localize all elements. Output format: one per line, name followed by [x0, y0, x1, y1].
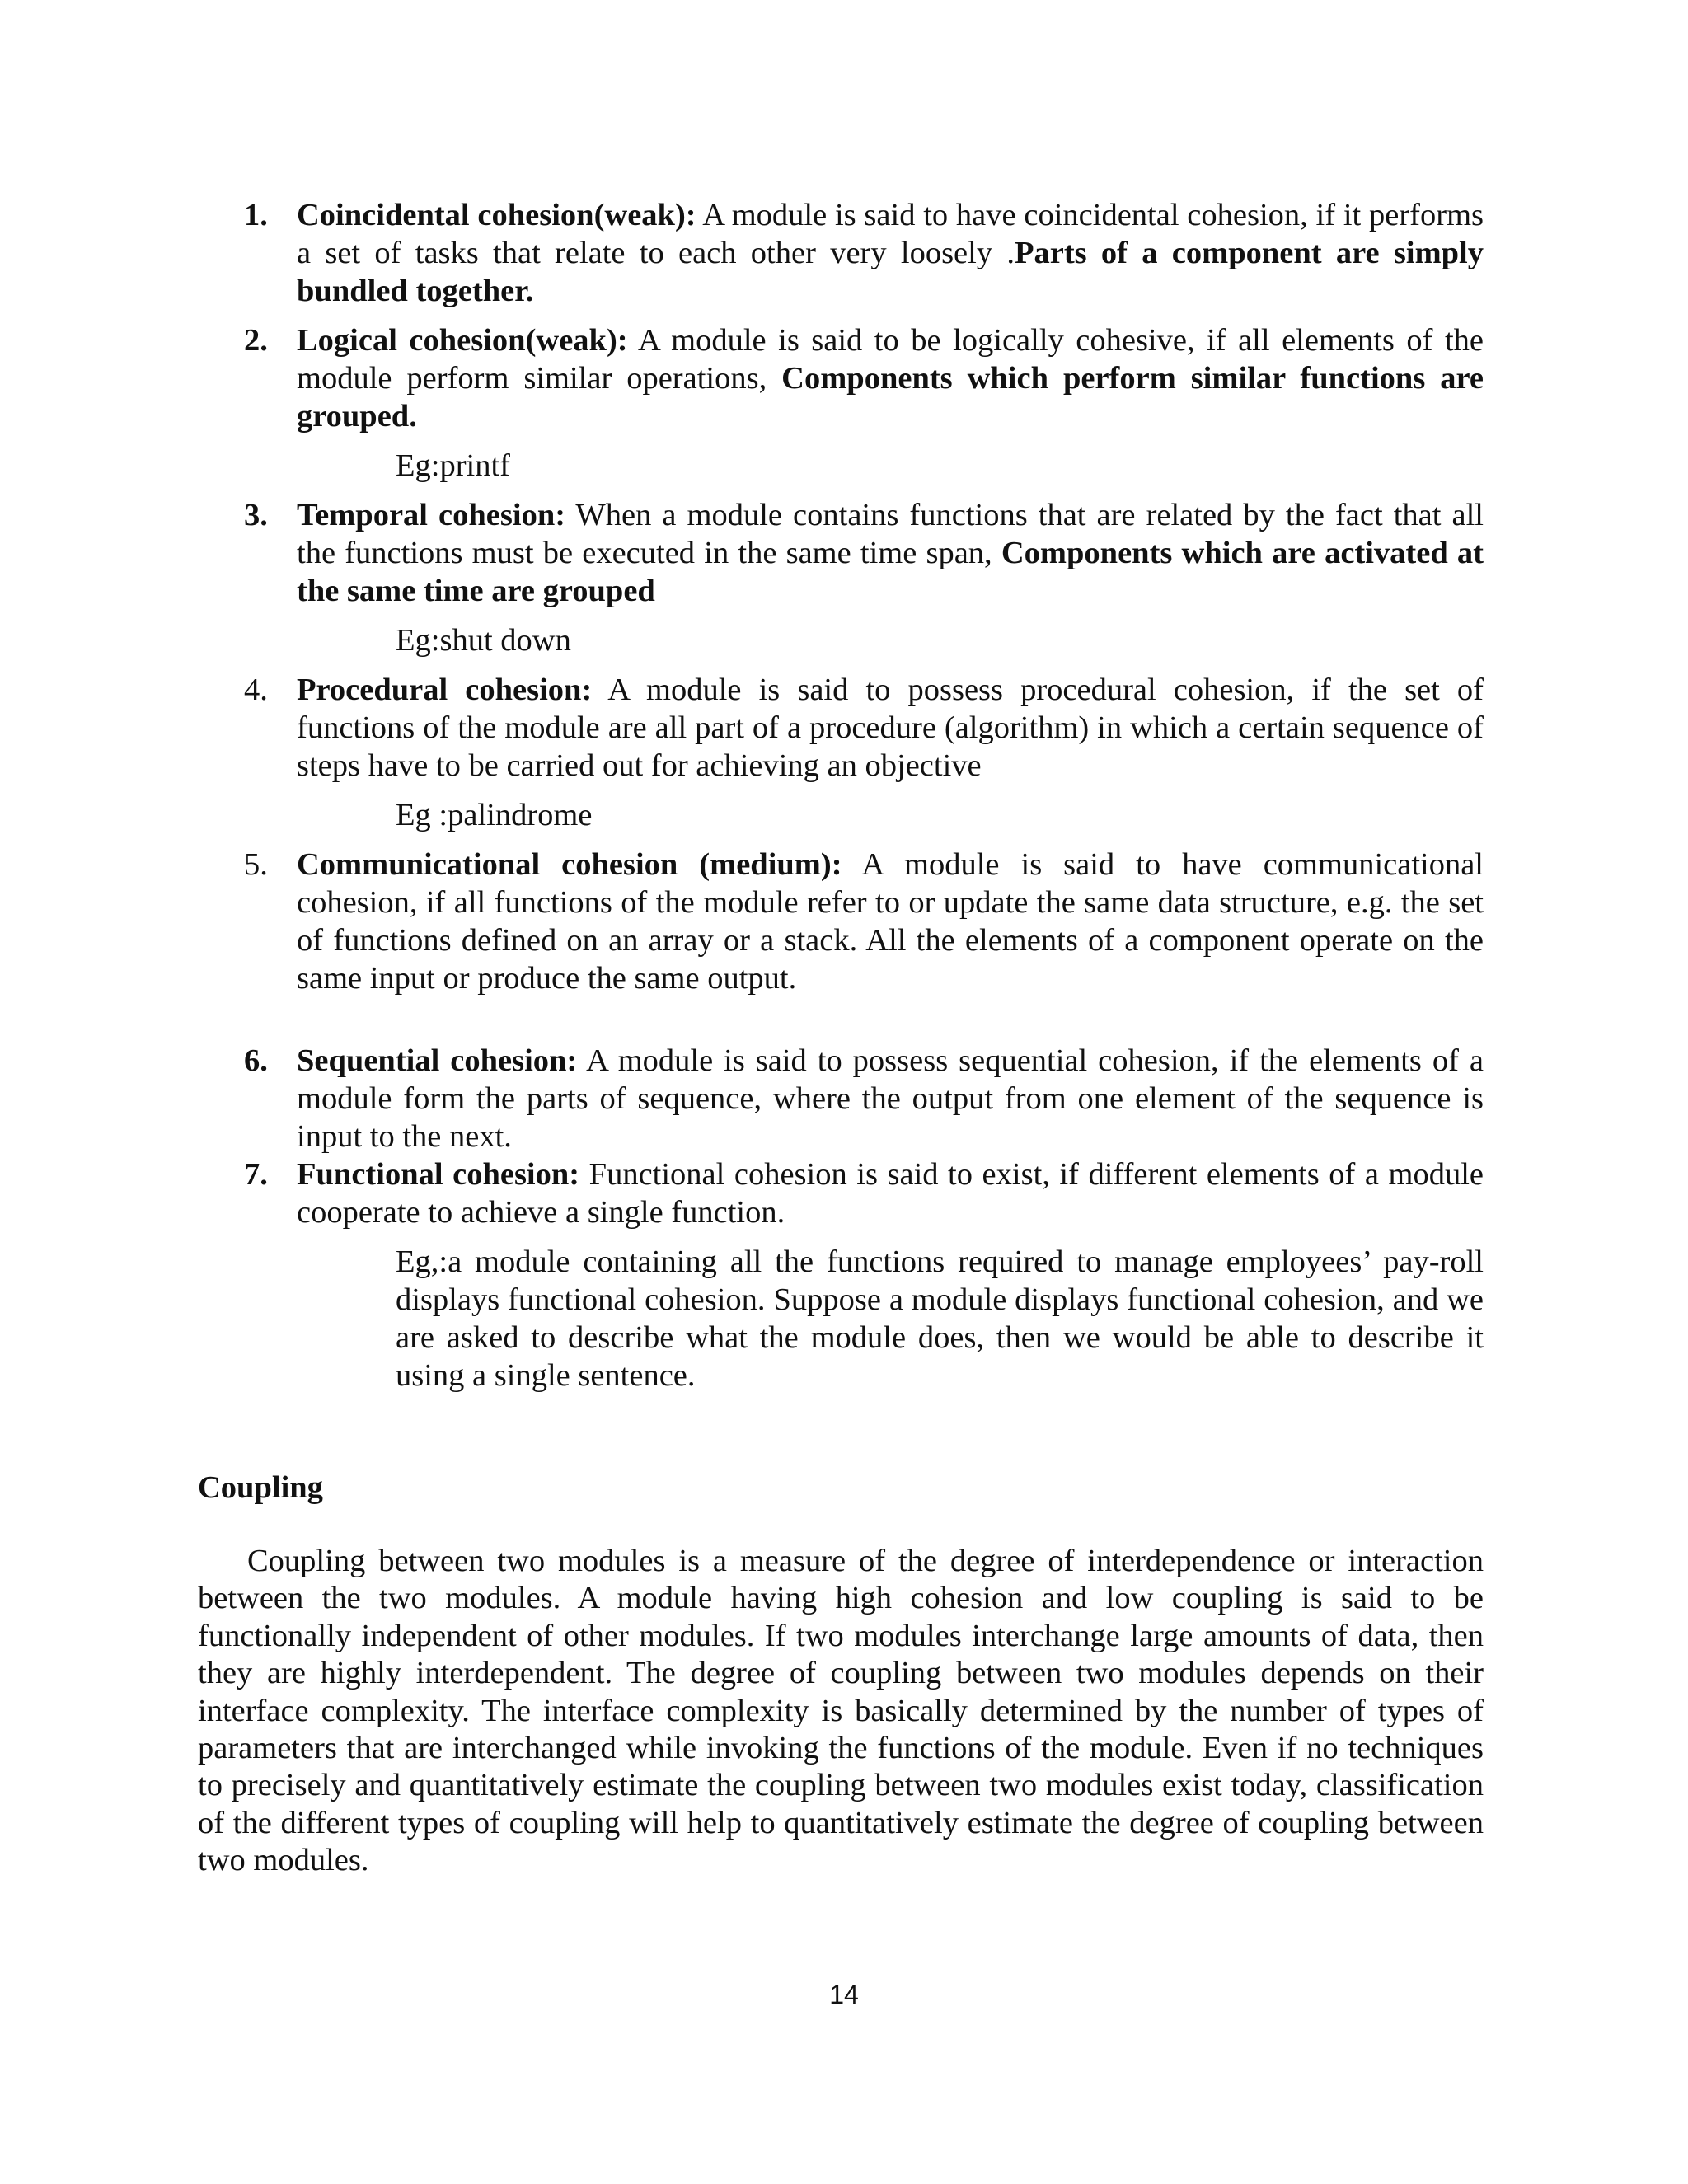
item-number: 3.	[244, 498, 268, 532]
item-text: A module is said to possess sequential cohesion, if the elements of a module form the parts of sequence, where the output from one element of the sequence is input to the next.	[297, 1043, 1484, 1154]
cohesion-types-list	[239, 196, 1484, 1406]
item-title: Sequential cohesion:	[297, 1043, 578, 1078]
section-heading: Coupling	[198, 1470, 323, 1505]
item-number: 5.	[244, 847, 268, 882]
coupling-paragraph: Coupling between two modules is a measure of the degree of interdependence or interaction between the two modules. A module having high cohesion and low coupling is said to be functionally independent of other modules. If two modules interchange large amounts of data, then they are highly interdependent. The degree of coupling between two modules depends on their interface complexity. The interface complexity is basically determined by the number of types of parameters that are interchanged while invoking the functions of the module. Even if no techniques to precisely and quantitatively estimate the coupling between two modules exist today, classification of the different types of coupling will help to quantitatively estimate the degree of coupling between two modules.	[198, 1544, 1484, 1878]
item-text: When a module contains functions that are related by the fact that all the functions must be executed in the same time span,	[297, 498, 1484, 570]
list-item	[239, 496, 1484, 610]
list-item	[239, 1042, 1484, 1155]
list-item	[239, 671, 1484, 785]
item-number: 4.	[244, 673, 268, 707]
item-text: A module is said to have coincidental cohesion, if it performs a set of tasks that relate to each other very loosely .	[297, 198, 1484, 270]
item-number: 2.	[244, 323, 268, 358]
list-item	[239, 1155, 1484, 1231]
example-text: Eg:printf	[396, 448, 510, 483]
example-text: Eg:shut down	[396, 623, 571, 658]
list-item	[239, 321, 1484, 435]
item-title: Procedural cohesion:	[297, 673, 593, 707]
example-text: Eg,:a module containing all the functions required to manage employees’ pay-roll displays functional cohesion. Suppose a module displays functional cohesion, and we are asked to describe what the module does, then we would be able to describe it using a single sentence.	[396, 1244, 1484, 1393]
item-text: A module is said to possess procedural cohesion, if the set of functions of the module are all part of a procedure (algorithm) in which a certain sequence of steps have to be carried out for achieving an objective	[297, 673, 1484, 783]
item-text: A module is said to have communicational cohesion, if all functions of the module refer to or update the same data structure, e.g. the set of functions defined on an array or a stack. All the elements of a component operate on the same input or produce the same output.	[297, 847, 1484, 996]
item-title: Functional cohesion:	[297, 1157, 580, 1192]
list-item	[239, 846, 1484, 997]
item-text: Functional cohesion is said to exist, if different elements of a module cooperate to achieve a single function.	[297, 1157, 1484, 1230]
item-number: 6.	[244, 1043, 268, 1078]
item-number: 1.	[244, 198, 268, 232]
item-title: Logical cohesion(weak):	[297, 323, 628, 358]
item-title: Communicational cohesion (medium):	[297, 847, 842, 882]
item-emphasis: Components which are activated at the same time are grouped	[297, 536, 1484, 608]
page-number: 14	[829, 1980, 859, 2009]
item-emphasis: Parts of a component are simply bundled together.	[297, 236, 1484, 308]
item-text: A module is said to be logically cohesive, if all elements of the module perform similar operations,	[297, 323, 1484, 396]
item-title: Temporal cohesion:	[297, 498, 566, 532]
example-text: Eg :palindrome	[396, 798, 593, 832]
spacer	[239, 1009, 1484, 1042]
item-number: 7.	[244, 1157, 268, 1192]
item-emphasis: Components which perform similar functions are grouped.	[297, 361, 1484, 434]
item-title: Coincidental cohesion(weak):	[297, 198, 696, 232]
list-item	[239, 196, 1484, 310]
